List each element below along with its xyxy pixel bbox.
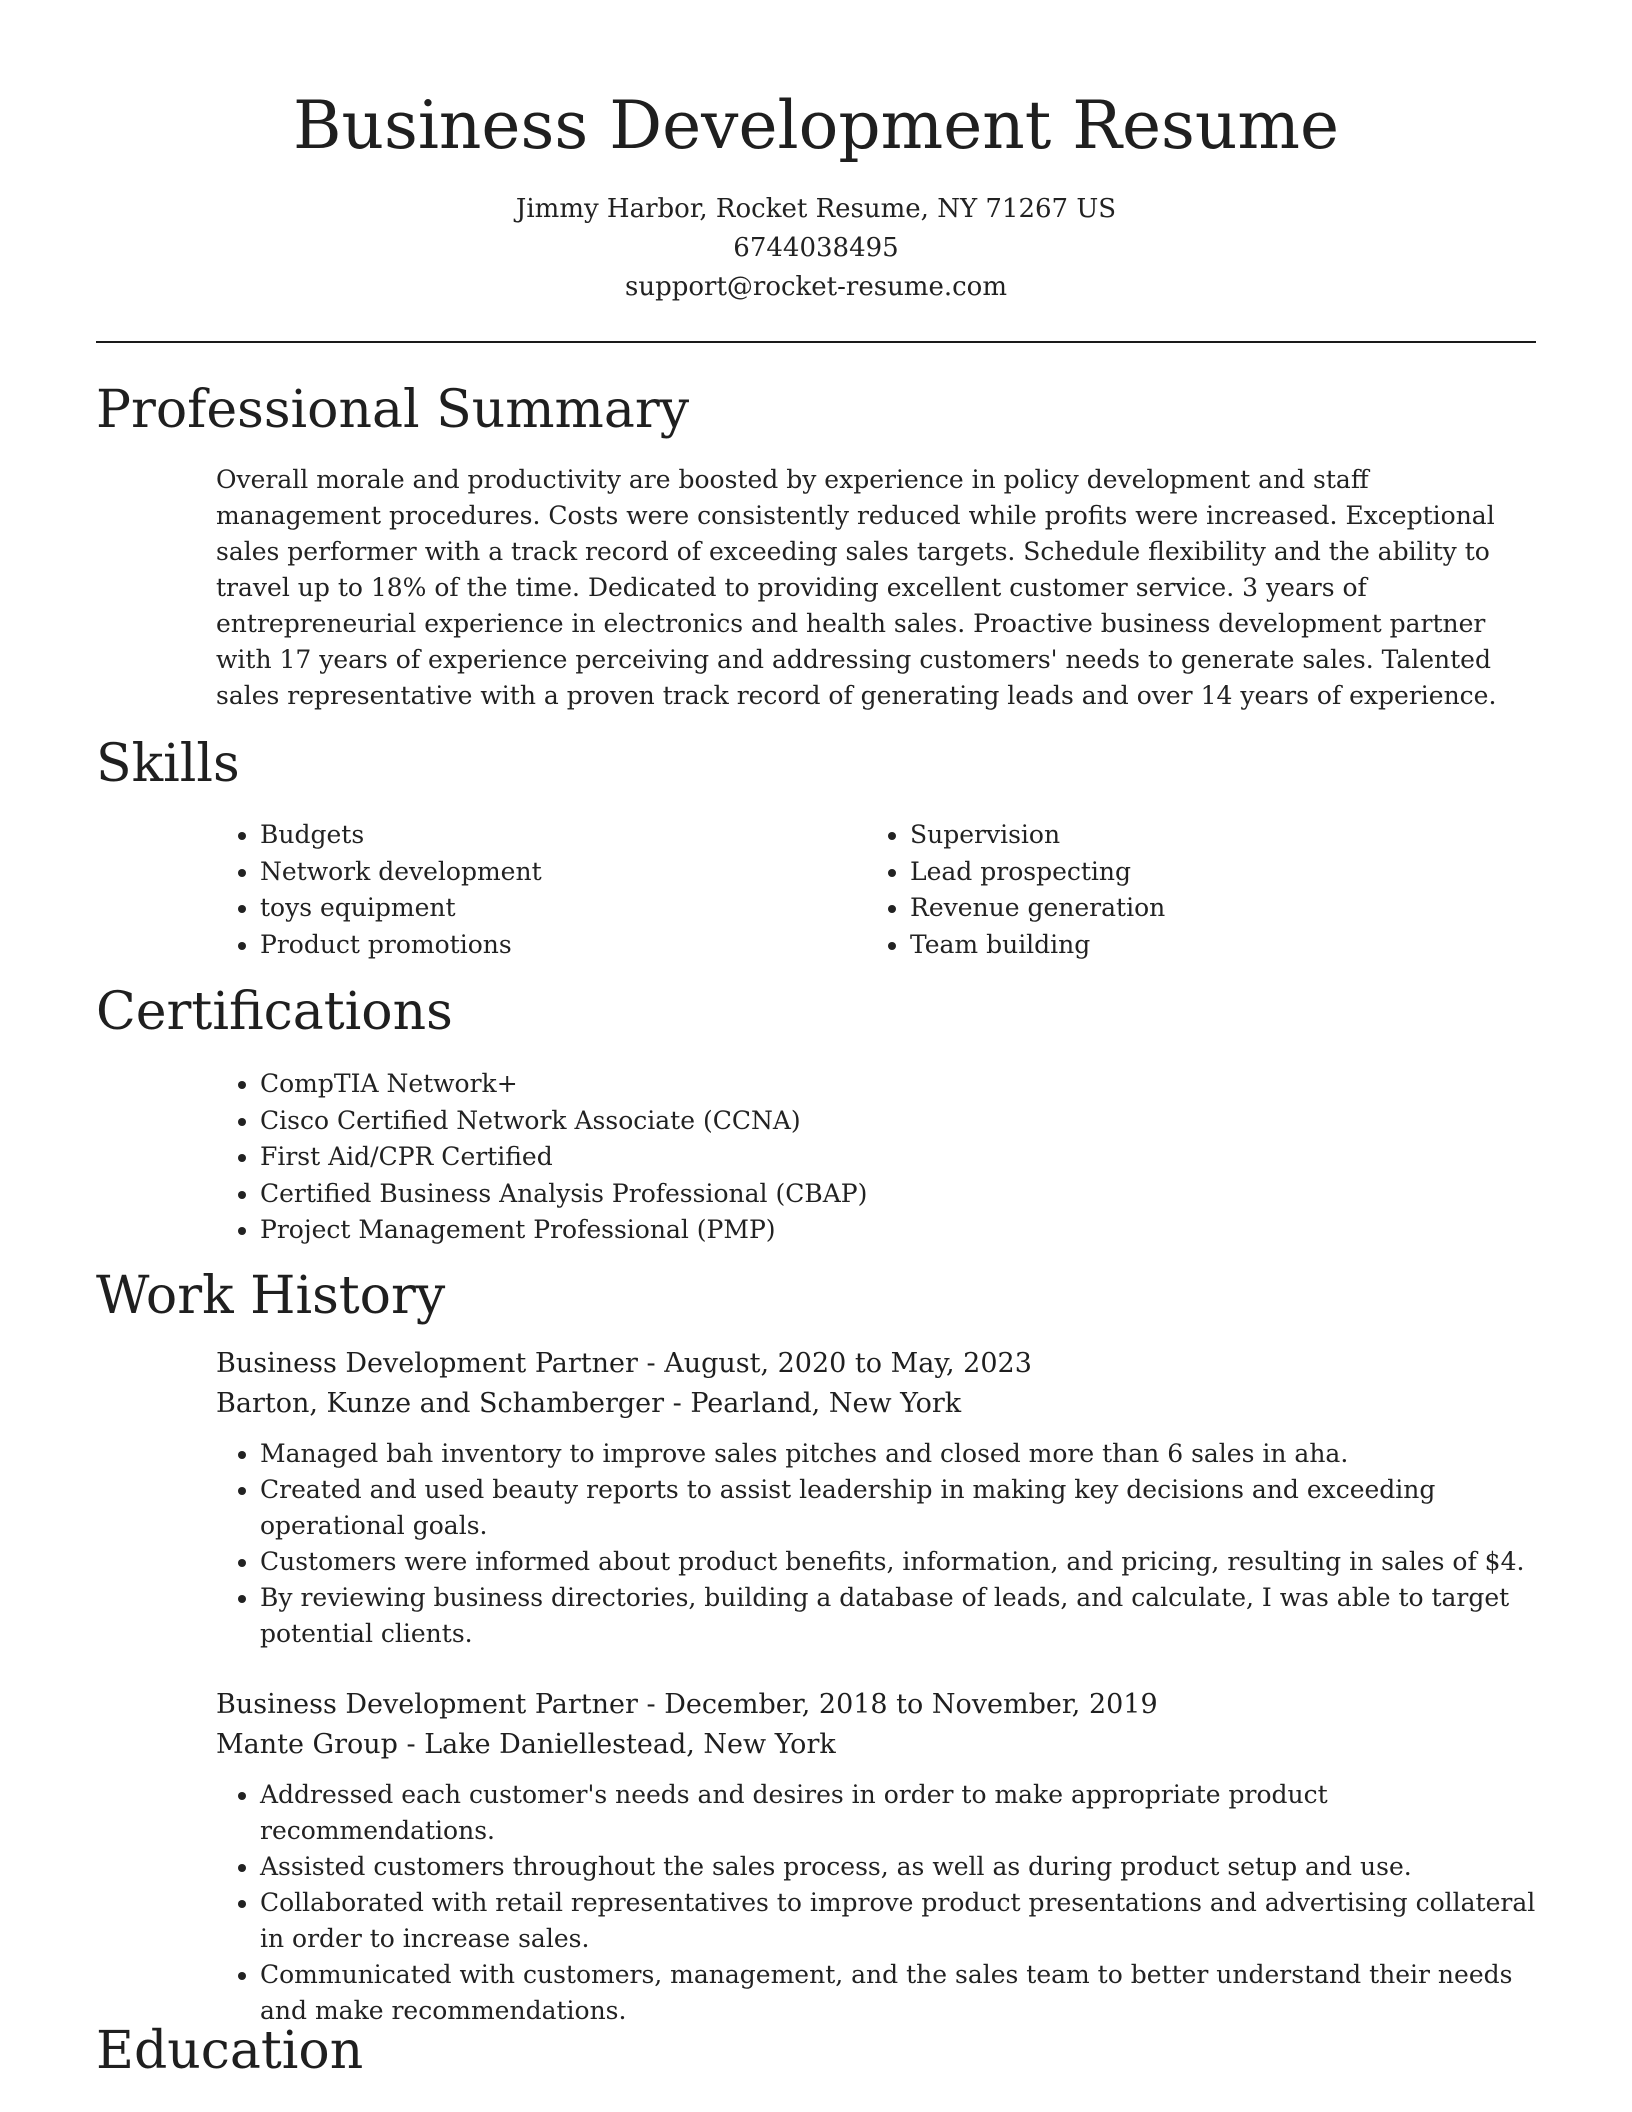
job-bullet: • Managed bah inventory to improve sales pitches and closed more than 6 sales in aha. [260, 1436, 1546, 1472]
contact-phone: 6744038495 [733, 233, 899, 263]
skill-item: • Team building [910, 927, 1510, 964]
certification-item: • Cisco Certified Network Associate (CCNA) [260, 1103, 1560, 1140]
summary-text: Overall morale and productivity are boosted by experience in policy development and staff management procedures. Costs were consistently reduced while profits were increased. Exceptional sales performer with a track record of exceeding sales targets. Schedule flexibility and the ability to travel up to 18% of the time. Dedicated to providing excellent customer service. 3 years of entrepreneurial experience in electronics and health sales. Proactive business development partner with 17 years of experience perceiving and addressing customers' needs to generate sales. Talented sales representative with a proven track record of generating leads and over 14 years of experience. [216, 465, 1497, 710]
job-bullet: • Assisted customers throughout the sales process, as well as during product setup and use. [260, 1849, 1546, 1885]
certification-item: • CompTIA Network+ [260, 1066, 1560, 1103]
certification-item: • Certified Business Analysis Professional (CBAP) [260, 1176, 1560, 1213]
job-bullet: • Customers were informed about product benefits, information, and pricing, resulting in sales of $4. [260, 1544, 1546, 1580]
skill-item: • Network development [260, 854, 860, 891]
job-entry [216, 1344, 1546, 1652]
job-title-line: Business Development Partner - August, 2020 to May, 2023 [216, 1348, 1032, 1379]
certifications-list [216, 1066, 1560, 1249]
skill-item: • Revenue generation [910, 890, 1510, 927]
work-history-heading: Work History [96, 1266, 446, 1326]
contact-email: support@rocket-resume.com [624, 272, 1007, 302]
job-company-line: Mante Group - Lake Daniellestead, New York [216, 1729, 836, 1760]
certification-item: • Project Management Professional (PMP) [260, 1212, 1560, 1249]
job-bullet: • Addressed each customer's needs and desires in order to make appropriate product recommendations. [260, 1777, 1546, 1849]
job-bullet: • Collaborated with retail representatives to improve product presentations and advertising collateral in order to increase sales. [260, 1885, 1546, 1957]
skills-list-left [216, 817, 860, 963]
header-divider [96, 341, 1536, 343]
job-bullet: • Communicated with customers, management, and the sales team to better understand their needs and make recommendations. [260, 1957, 1546, 2029]
skill-item: • toys equipment [260, 890, 860, 927]
job-bullet: • By reviewing business directories, building a database of leads, and calculate, I was able to target potential clients. [260, 1580, 1546, 1652]
job-bullets [216, 1777, 1546, 2029]
education-heading: Education [96, 2021, 364, 2081]
job-bullets [216, 1436, 1546, 1652]
certification-item: • First Aid/CPR Certified [260, 1139, 1560, 1176]
skill-item: • Budgets [260, 817, 860, 854]
job-title-line: Business Development Partner - December, 2018 to November, 2019 [216, 1689, 1158, 1720]
skills-heading: Skills [96, 734, 240, 794]
skills-list-right [866, 817, 1510, 963]
contact-address: Jimmy Harbor, Rocket Resume, NY 71267 US [515, 194, 1117, 224]
skill-item: • Lead prospecting [910, 854, 1510, 891]
page-title: Business Development Resume [292, 87, 1340, 164]
summary-heading: Professional Summary [96, 380, 690, 440]
certifications-heading: Certifications [96, 982, 453, 1042]
skill-item: • Supervision [910, 817, 1510, 854]
job-entry [216, 1685, 1546, 2029]
skill-item: • Product promotions [260, 927, 860, 964]
job-company-line: Barton, Kunze and Schamberger - Pearland, New York [216, 1388, 962, 1419]
contact-block [0, 190, 1632, 307]
job-bullet: • Created and used beauty reports to assist leadership in making key decisions and exceeding operational goals. [260, 1472, 1546, 1544]
